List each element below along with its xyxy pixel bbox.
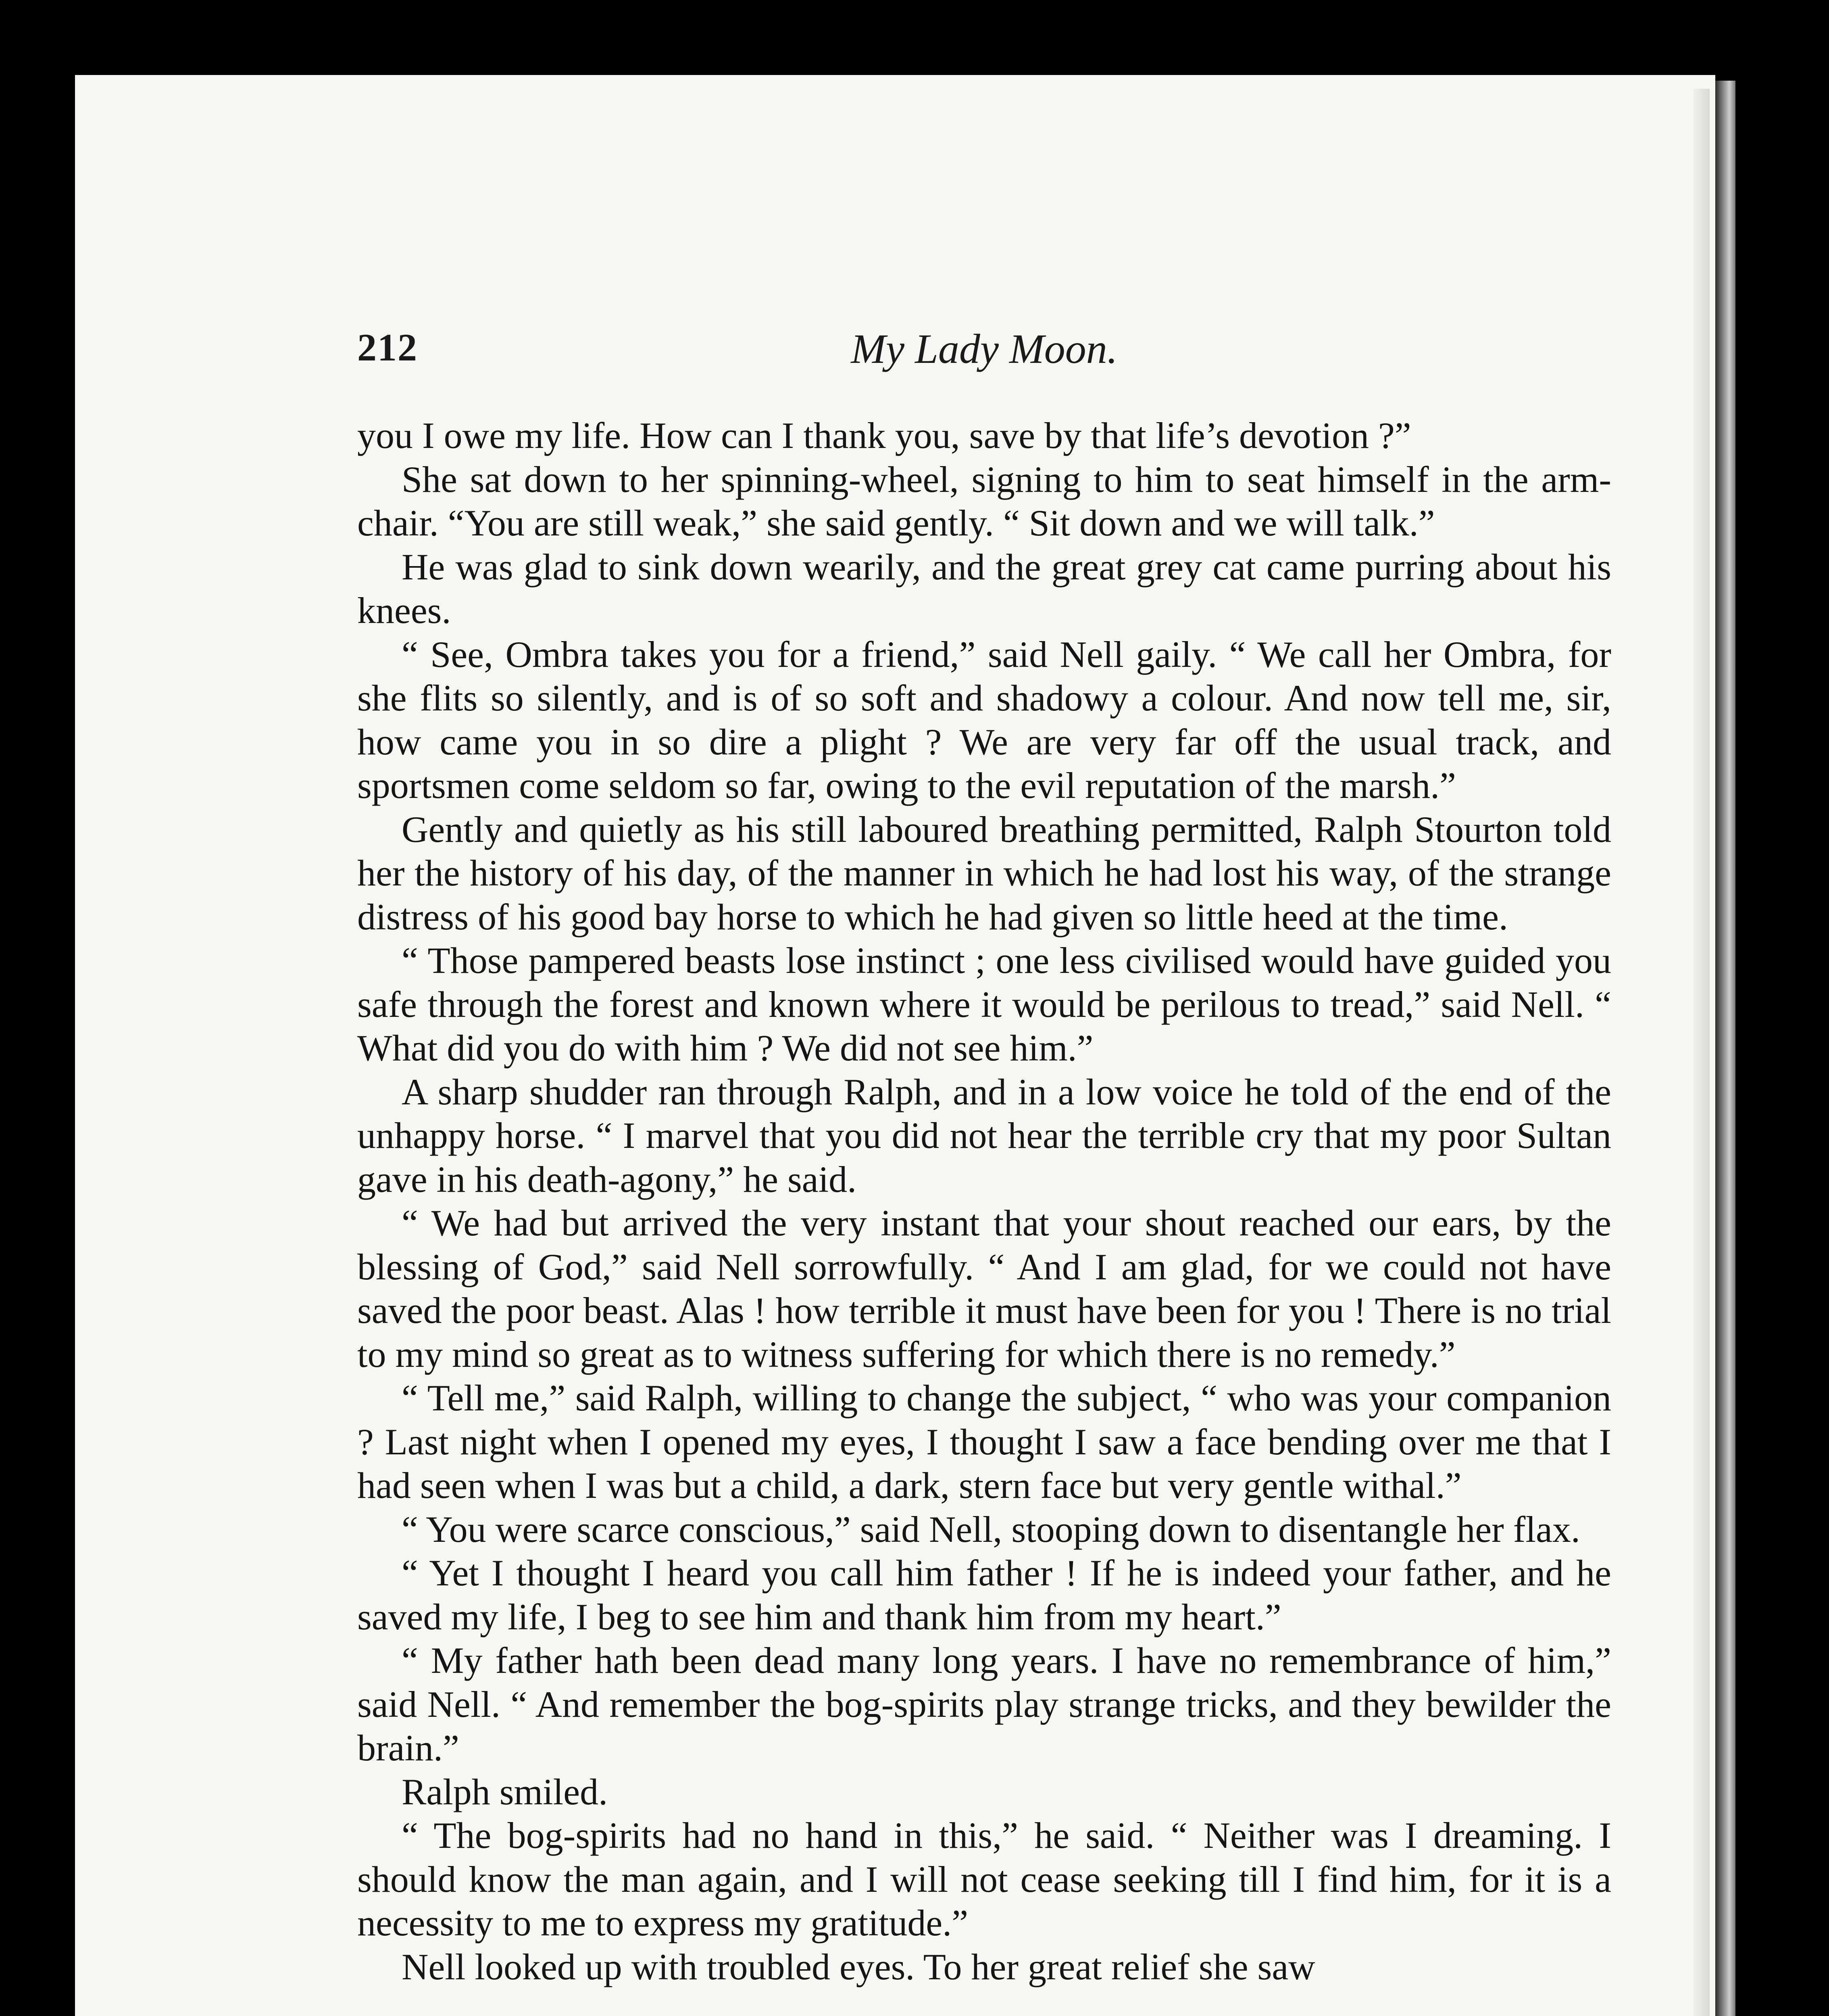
paragraph: “ Yet I thought I heard you call him father ! If he is indeed your father, and he saved my life, I beg to see him and thank him from my heart.” — [357, 1552, 1611, 1637]
paragraph: “ See, Ombra takes you for a friend,” said Nell gaily. “ We call her Ombra, for she flits so silently, and is of so soft and shadowy a colour. And now tell me, sir, how came you in so dire a plight ? We are very far off the usual track, and sportsmen come seldom so far, owing to the evil reputation of the marsh.” — [357, 633, 1611, 806]
paragraph: “ The bog-spirits had no hand in this,” he said. “ Neither was I dreaming. I should know the man again, and I will not cease seeking till I find him, for it is a necessity to me to express my gratitude.” — [357, 1815, 1611, 1943]
paragraph: “ We had but arrived the very instant that your shout reached our ears, by the blessing of God,” said Nell sorrowfully. “ And I am glad, for we could not have saved the poor beast. Alas ! how terrible it must have been for you ! There is no trial to my mind so great as to witness suffering for which there is no remedy.” — [357, 1202, 1611, 1375]
body-text — [357, 414, 1611, 1989]
book-page — [75, 75, 1715, 2016]
paragraph: Gently and quietly as his still laboured breathing permitted, Ralph Stourton told her the history of his day, of the manner in which he had lost his way, of the strange distress of his good bay horse to which he had given so little heed at the time. — [357, 808, 1611, 937]
book-spine-edge — [1715, 81, 1735, 2016]
page-number: 212 — [357, 326, 418, 369]
paragraph: Ralph smiled. — [402, 1771, 608, 1812]
paragraph: “ My father hath been dead many long years. I have no remembrance of him,” said Nell. “ And remember the bog-spirits play strange tricks, and they bewilder the brain.” — [357, 1640, 1611, 1768]
running-title: My Lady Moon. — [851, 326, 1118, 372]
paragraph: He was glad to sink down wearily, and the great grey cat came purring about his knees. — [357, 546, 1611, 631]
paragraph: A sharp shudder ran through Ralph, and in a low voice he told of the end of the unhappy horse. “ I marvel that you did not hear the terrible cry that my poor Sultan gave in his death-agony,” he said. — [357, 1071, 1611, 1200]
paragraph: “ You were scarce conscious,” said Nell, stooping down to disentangle her flax. — [402, 1508, 1580, 1550]
paragraph: “ Those pampered beasts lose instinct ; one less civilised would have guided you safe through the forest and known where it would be perilous to tread,” said Nell. “ What did you do with him ? We did not see him.” — [357, 940, 1611, 1068]
paragraph: Nell looked up with troubled eyes. To her great relief she saw — [402, 1946, 1315, 1987]
running-head — [357, 325, 1611, 381]
page-edge-shadow — [1694, 89, 1710, 2016]
paragraph: you I owe my life. How can I thank you, save by that life’s devotion ?” — [357, 415, 1411, 456]
paragraph: “ Tell me,” said Ralph, willing to change the subject, “ who was your companion ? Last night when I opened my eyes, I thought I saw a face bending over me that I had seen when I was but a child, a dark, stern face but very gentle withal.” — [357, 1377, 1611, 1506]
paragraph: She sat down to her spinning-wheel, signing to him to seat himself in the arm-chair. “You are still weak,” she said gently. “ Sit down and we will talk.” — [357, 458, 1611, 544]
